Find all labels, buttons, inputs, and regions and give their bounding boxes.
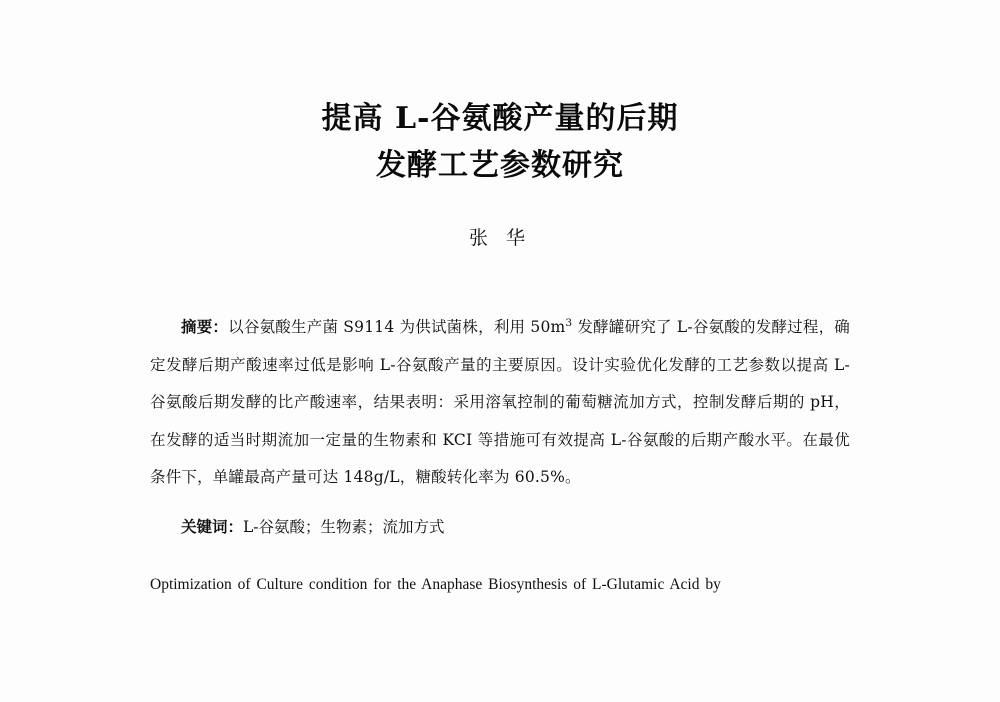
abstract-paragraph [150, 308, 850, 497]
keywords-label: 关键词： [181, 516, 244, 536]
title-line-1: 提高 L-谷氨酸产量的后期 [321, 101, 679, 136]
page-title [150, 96, 850, 189]
keywords-text: L-谷氨酸；生物素；流加方式 [243, 517, 445, 536]
title-line-2: 发酵工艺参数研究 [376, 147, 624, 183]
abstract-section [150, 308, 850, 497]
keywords-line [150, 511, 850, 544]
author-name: 张 华 [468, 227, 532, 249]
abstract-text-part2: 发酵罐研究了 L-谷氨酸的发酵过程，确定发酵后期产酸速率过低是影响 L-谷氨酸产量的主要原因。设计实验优化发酵的工艺参数以提高 L-谷氨酸后期发酵的比产酸速率，结果表明：采用溶氧控制的葡萄糖流加方式，控制发酵后期的 pH，在发酵的适当时期流加一定量的生物素和 KCI 等措施可有效提高 L-谷氨酸的后期产酸水平。在最优条件下，单罐最高产量可达 148g/L，糖酸转化率为 60.5%。 [150, 318, 851, 486]
abstract-superscript: 3 [565, 316, 573, 329]
abstract-label-text: 摘要： [181, 317, 229, 336]
abstract-text-part1: 以谷氨酸生产菌 S9114 为供试菌株，利用 50m [228, 318, 566, 336]
english-title: Optimization of Culture condition for the Anaphase Biosynthesis of L-Glutamic Acid by [150, 576, 721, 594]
